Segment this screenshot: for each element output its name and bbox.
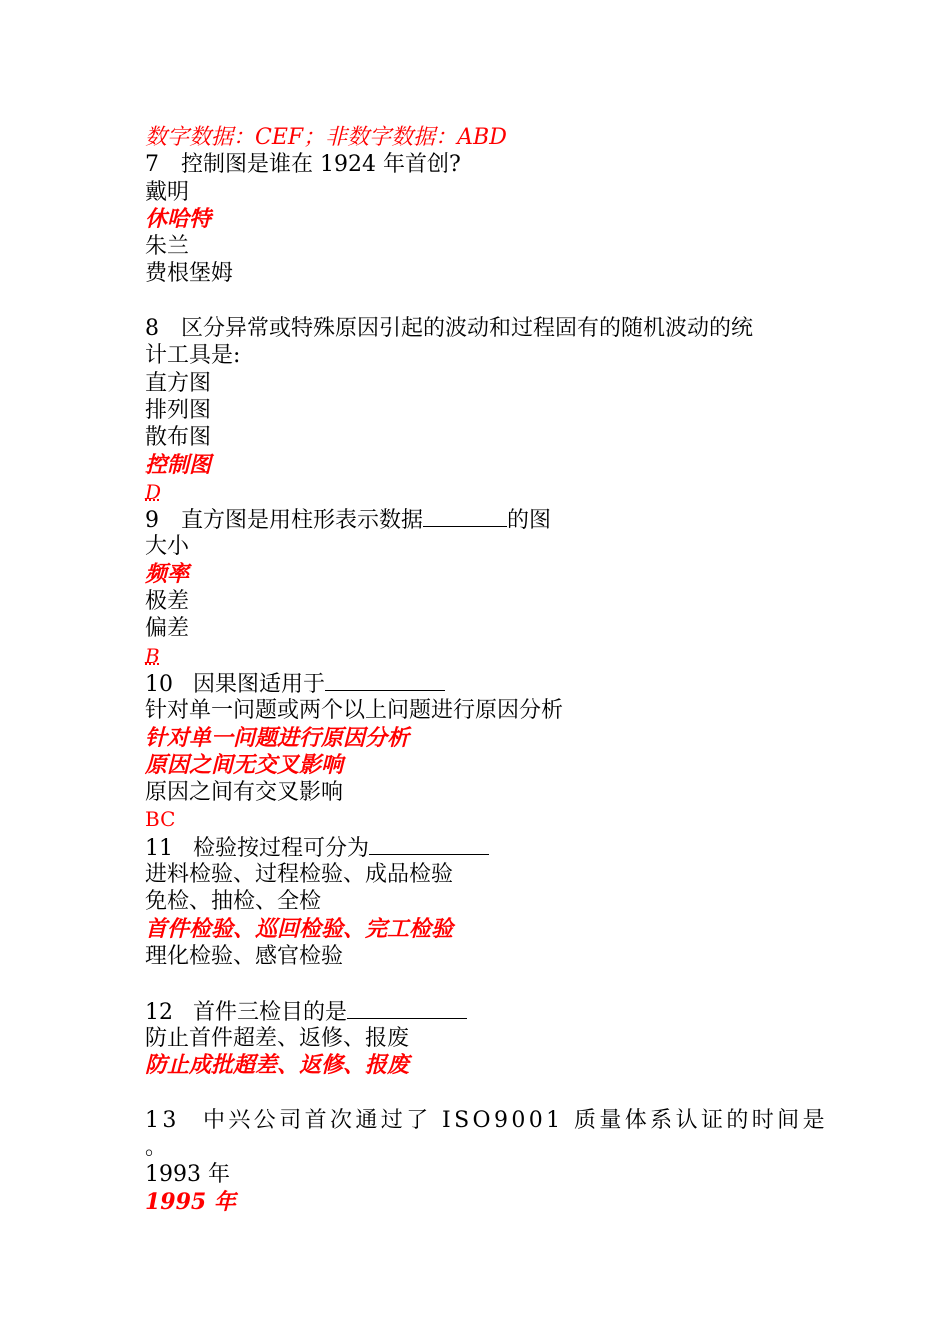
q7-option-b-correct: 休哈特: [145, 205, 212, 232]
q10-option-a: 针对单一问题或两个以上问题进行原因分析: [145, 698, 564, 724]
q9-number: 9: [145, 508, 159, 534]
q7-option-c: 朱兰: [145, 234, 190, 260]
q7-number: 7: [145, 152, 159, 178]
q10-question: [145, 670, 815, 697]
q7-option-a: 戴明: [145, 179, 190, 205]
q12-option-b-correct: 防止成批超差、返修、报废: [145, 1052, 410, 1079]
q9-option-c: 极差: [145, 589, 190, 615]
q12-text: 首件三检目的是: [193, 999, 348, 1025]
q7-question: [145, 151, 815, 178]
q9-text-before: 直方图是用柱形表示数据: [181, 508, 424, 534]
q10-number: 10: [145, 671, 173, 697]
q11-question: [145, 834, 815, 861]
q8-option-a: 直方图: [145, 370, 212, 396]
q9-option-d: 偏差: [145, 616, 190, 642]
q8-answer-code: D: [145, 479, 162, 504]
q8-option-d-correct: 控制图: [145, 451, 212, 478]
spacer: [145, 970, 815, 997]
q8-text-line1: 区分异常或特殊原因引起的波动和过程固有的随机波动的统: [181, 316, 754, 342]
q11-number: 11: [145, 835, 173, 861]
q11-option-c-correct: 首件检验、巡回检验、完工检验: [145, 915, 454, 942]
q9-blank: [423, 506, 507, 527]
q9-option-a: 大小: [145, 534, 190, 560]
q9-answer-code: B: [145, 643, 160, 668]
q8-text-line2: 计工具是:: [145, 343, 241, 369]
q7-option-d: 费根堡姆: [145, 261, 234, 287]
q13-text: 中兴公司首次通过了 ISO9001 质量体系认证的时间是: [203, 1107, 828, 1133]
q13-text-line2: 。: [145, 1134, 168, 1160]
q9-text-after: 的图: [507, 508, 552, 534]
q13-number: 13: [145, 1107, 180, 1133]
q10-option-d: 原因之间有交叉影响: [145, 780, 344, 806]
q13-option-a: 1993 年: [145, 1162, 230, 1188]
q8-number: 8: [145, 316, 159, 342]
q12-question: [145, 998, 815, 1025]
q11-text: 检验按过程可分为: [193, 835, 370, 861]
q12-option-a: 防止首件超差、返修、报废: [145, 1025, 410, 1051]
q10-option-c-correct: 原因之间无交叉影响: [145, 751, 344, 778]
q11-option-b: 免检、抽检、全检: [145, 889, 322, 915]
q8-option-c: 散布图: [145, 425, 212, 451]
q9-option-b-correct: 频率: [145, 560, 190, 587]
q9-question: [145, 506, 815, 533]
q11-blank: [369, 834, 489, 855]
q8-question: [145, 315, 815, 342]
q12-blank: [347, 998, 467, 1019]
q13-question: [145, 1107, 828, 1134]
q12-number: 12: [145, 999, 173, 1025]
q11-option-d: 理化检验、感官检验: [145, 943, 344, 969]
q10-text: 因果图适用于: [193, 671, 326, 697]
q10-blank: [325, 670, 445, 691]
q10-answer-code: BC: [145, 807, 176, 832]
quiz-content: [145, 124, 828, 1216]
q10-option-b-correct: 针对单一问题进行原因分析: [145, 724, 410, 751]
q8-option-b: 排列图: [145, 397, 212, 423]
q13-option-b-correct: 1995 年: [145, 1188, 236, 1215]
q6-answer-summary: 数字数据：CEF；非数字数据：ABD: [145, 125, 507, 150]
spacer: [145, 288, 815, 315]
q7-text: 控制图是谁在 1924 年首创?: [181, 152, 461, 178]
q11-option-a: 进料检验、过程检验、成品检验: [145, 862, 454, 888]
spacer: [145, 1079, 815, 1106]
